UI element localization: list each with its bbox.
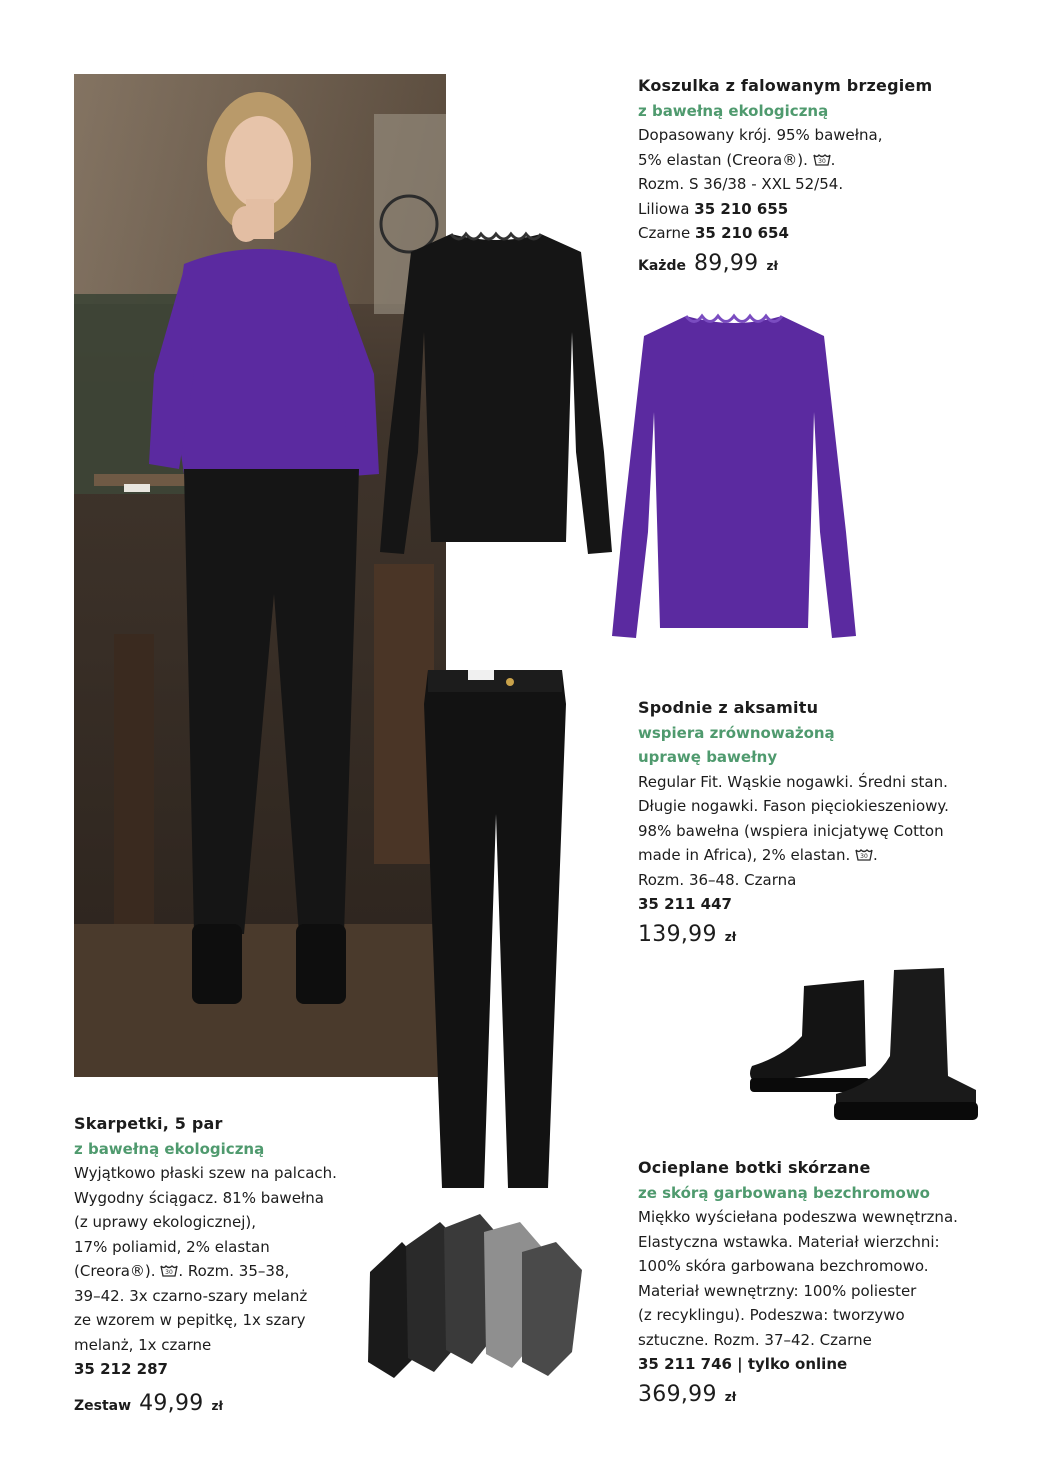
desc-line: Regular Fit. Wąskie nogawki. Średni stan. bbox=[638, 772, 948, 791]
desc-line: Rozm. S 36/38 - XXL 52/54. bbox=[638, 175, 844, 193]
price-row bbox=[74, 1392, 374, 1419]
desc-line: 100% skóra garbowana bezchromowo. bbox=[638, 1257, 929, 1275]
desc-line-text: 5% elastan (Creora®). bbox=[638, 150, 813, 169]
desc-line: Materiał wewnętrzny: 100% poliester bbox=[638, 1281, 917, 1300]
price-row bbox=[638, 1383, 1028, 1410]
wash-30-icon bbox=[855, 848, 873, 862]
currency: zł bbox=[211, 1398, 223, 1413]
desc-line: (z uprawy ekologicznej), bbox=[74, 1213, 257, 1231]
product-title: Koszulka z falowanym brzegiem bbox=[638, 76, 933, 95]
desc-line: Miękko wyściełana podeszwa wewnętrzna. bbox=[638, 1208, 958, 1226]
product-subtitle: z bawełną ekologiczną bbox=[74, 1139, 265, 1158]
svg-text:30: 30 bbox=[860, 853, 868, 860]
variant-color: Liliowa bbox=[638, 199, 690, 218]
product-boots bbox=[638, 1156, 1028, 1409]
desc-line: melanż, 1x czarne bbox=[74, 1335, 212, 1354]
price-prefix: Każde bbox=[638, 257, 686, 274]
desc-line: sztuczne. Rozm. 37–42. Czarne bbox=[638, 1330, 872, 1349]
product-tshirt bbox=[638, 74, 1018, 278]
product-subtitle: z bawełną ekologiczną bbox=[638, 101, 829, 120]
desc-line: Rozm. 36–48. Czarna bbox=[638, 870, 797, 889]
product-subtitle: ze skórą garbowaną bezchromowo bbox=[638, 1183, 930, 1202]
svg-text:30: 30 bbox=[165, 1269, 174, 1276]
desc-line: Dopasowany krój. 95% bawełna, bbox=[638, 126, 883, 144]
desc-line: Wygodny ściągacz. 81% bawełna bbox=[74, 1188, 324, 1207]
currency: zł bbox=[766, 258, 778, 273]
product-code: 35 211 746 | tylko online bbox=[638, 1355, 848, 1373]
desc-line: Długie nogawki. Fason pięciokieszeniowy. bbox=[638, 797, 949, 815]
variant-row bbox=[638, 197, 1018, 222]
desc-line-text: made in Africa), 2% elastan. bbox=[638, 846, 856, 864]
wash-30-icon bbox=[160, 1264, 178, 1278]
product-code: 35 212 287 bbox=[74, 1360, 168, 1378]
price-prefix: Zestaw bbox=[74, 1397, 132, 1414]
black-shirt-image bbox=[376, 222, 616, 562]
desc-line: 5% elastan (Creora®). 30 . bbox=[638, 150, 836, 169]
svg-text:30: 30 bbox=[817, 157, 826, 165]
product-title: Ocieplane botki skórzane bbox=[638, 1158, 871, 1177]
desc-line: (z recyklingu). Podeszwa: tworzywo bbox=[638, 1306, 905, 1324]
purple-shirt-image bbox=[606, 302, 862, 642]
desc-line: made in Africa), 2% elastan. 30 . bbox=[638, 846, 878, 864]
desc-line: 39–42. 3x czarno-szary melanż bbox=[74, 1286, 308, 1305]
price-row bbox=[638, 923, 1028, 950]
price: 89,99 bbox=[693, 250, 759, 276]
wash-30-icon bbox=[813, 153, 831, 167]
variant-color: Czarne bbox=[638, 224, 691, 242]
product-socks bbox=[74, 1112, 374, 1418]
price-row bbox=[638, 252, 1018, 279]
variant-code: 35 210 655 bbox=[694, 199, 789, 218]
currency: zł bbox=[724, 1389, 737, 1404]
variant-code: 35 210 654 bbox=[694, 224, 789, 242]
price: 49,99 bbox=[139, 1390, 204, 1416]
product-subtitle: uprawę bawełny bbox=[638, 748, 778, 766]
desc-line: ze wzorem w pepitkę, 1x szary bbox=[74, 1311, 306, 1329]
trousers-image bbox=[420, 664, 570, 1194]
desc-line-text: (Creora®). bbox=[74, 1262, 161, 1280]
product-title: Skarpetki, 5 par bbox=[74, 1114, 223, 1133]
desc-line-text: . Rozm. 35–38, bbox=[178, 1262, 290, 1280]
desc-line: 98% bawełna (wspiera inicjatywę Cotton bbox=[638, 821, 944, 840]
desc-line: 17% poliamid, 2% elastan bbox=[74, 1237, 270, 1256]
desc-line: Elastyczna wstawka. Materiał wierzchni: bbox=[638, 1232, 940, 1251]
currency: zł bbox=[724, 929, 737, 944]
boots-image bbox=[744, 966, 980, 1126]
product-subtitle: wspiera zrównoważoną bbox=[638, 723, 835, 742]
variant-row bbox=[638, 221, 1018, 246]
product-code: 35 211 447 bbox=[638, 895, 732, 913]
price: 369,99 bbox=[638, 1381, 717, 1407]
product-trousers bbox=[638, 696, 1028, 949]
socks-image bbox=[360, 1212, 590, 1382]
product-title: Spodnie z aksamitu bbox=[638, 698, 819, 717]
price: 139,99 bbox=[638, 921, 717, 947]
desc-line: Wyjątkowo płaski szew na palcach. bbox=[74, 1164, 337, 1182]
desc-line bbox=[74, 1259, 374, 1284]
